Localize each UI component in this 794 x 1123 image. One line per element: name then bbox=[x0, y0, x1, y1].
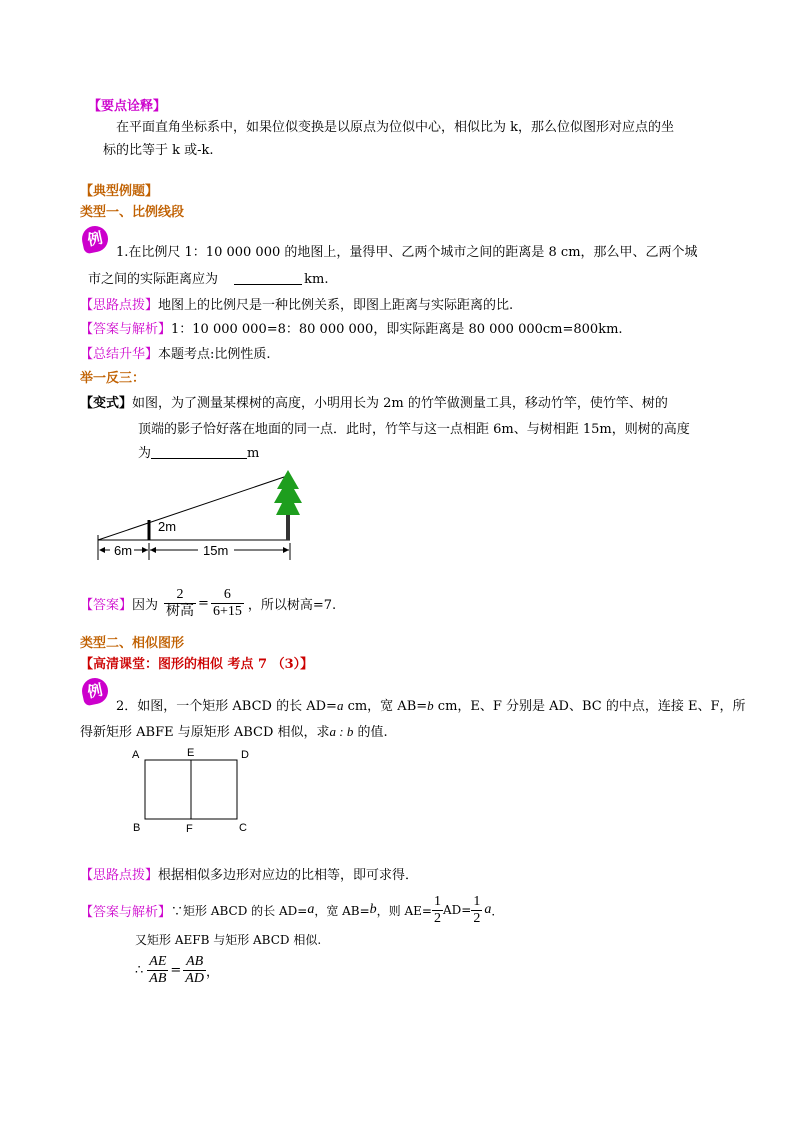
pole-label: 2m bbox=[158, 519, 177, 534]
type2-heading: 类型二、相似图形 bbox=[80, 636, 185, 651]
label-e: E bbox=[187, 747, 195, 759]
hint-2: 【思路点拨】根据相似多边形对应边的比相等，即可求得． bbox=[80, 868, 419, 883]
answer-blank[interactable] bbox=[234, 270, 302, 285]
seg1-label: 6m bbox=[114, 543, 133, 558]
fraction-one-half: $\frac{1}{2}$ bbox=[433, 893, 441, 926]
question-1-line-2: 市之间的实际距离应为 km. bbox=[88, 272, 329, 287]
rectangle-figure bbox=[128, 744, 258, 836]
label-d: D bbox=[241, 749, 249, 761]
key-points-line-2: 标的比等于 k 或-k. bbox=[103, 143, 214, 158]
label-a: A bbox=[132, 749, 140, 761]
tree-pole-figure bbox=[90, 465, 305, 565]
answer-2-line-2: 又矩形 AEFB 与矩形 ABCD 相似. bbox=[135, 933, 322, 947]
sight-line bbox=[98, 475, 290, 540]
variant-line-1: 【变式】如图，为了测量某棵树的高度，小明用长为 2m 的竹竿做测量工具，移动竹竿，使竹竿、树的 bbox=[80, 396, 668, 411]
answer-2-line-1: 【答案与解析】 ∵矩形 ABCD 的长 AD= a ，宽 AB= b ，则 AE= $\frac{1}{2}$ AD= $\frac{1}{2}$ a ． bbox=[80, 893, 504, 926]
type1-heading: 类型一、比例线段 bbox=[80, 205, 185, 220]
fraction-6-over-21: $\frac{6}{6+15}$ bbox=[212, 586, 242, 619]
example-badge-2: 例 bbox=[80, 676, 111, 707]
question-2-line-2: 得新矩形 ABFE 与原矩形 ABCD 相似，求a : b 的值. bbox=[80, 724, 388, 740]
answer-1: 【答案与解析】1：10 000 000=8：80 000 000，即实际距离是 80 000 000cm=800km. bbox=[80, 322, 623, 337]
height-blank[interactable] bbox=[151, 444, 247, 459]
hint-1: 【思路点拨】地图上的比例尺是一种比例关系，即图上距离与实际距离的比. bbox=[80, 298, 514, 313]
fraction-2-over-tree: $\frac{2}{\text{树高}}$ bbox=[166, 586, 195, 619]
question-2-line-1: 2．如图，一个矩形 ABCD 的长 AD=a cm，宽 AB=b cm，E、F 分别是 AD、BC 的中点，连接 E、F，所 bbox=[116, 698, 746, 714]
fraction-ab-ad: $\frac{AB}{AD}$ bbox=[185, 953, 204, 986]
variant-line-2: 顶端的影子恰好落在地面的同一点．此时，竹竿与这一点相距 6m、与树相距 15m，则树的高度 bbox=[138, 422, 690, 437]
examples-heading: 【典型例题】 bbox=[80, 184, 159, 199]
tree-icon bbox=[274, 470, 302, 540]
variant-answer: 【答案】 因为 $\frac{2}{\text{树高}}$ = $\frac{6}{6+15}$ ，所以树高=7. bbox=[80, 586, 337, 619]
summary-1: 【总结升华】本题考点:比例性质. bbox=[80, 347, 271, 362]
course-heading: 【高清课堂：图形的相似 考点 7 （3）】 bbox=[80, 657, 314, 672]
label-b: B bbox=[133, 822, 141, 834]
answer-2-ratio: ∴ $\frac{AE}{AB}$ = $\frac{AB}{AD}$ ， bbox=[135, 953, 219, 986]
key-points-line-1: 在平面直角坐标系中，如果位似变换是以原点为位似中心，相似比为 k，那么位似图形对应点的坐 bbox=[116, 120, 675, 135]
fraction-ae-ab: $\frac{AE}{AB}$ bbox=[149, 953, 167, 986]
practice-heading: 举一反三： bbox=[80, 371, 146, 386]
example-badge-1: 例 bbox=[80, 224, 111, 255]
variant-line-3: 为 m bbox=[138, 446, 260, 461]
seg2-label: 15m bbox=[203, 543, 229, 558]
question-1-line-1: 1.在比例尺 1：10 000 000 的地图上，量得甲、乙两个城市之间的距离是 8 cm，那么甲、乙两个城 bbox=[116, 245, 698, 260]
label-c: C bbox=[239, 822, 247, 834]
label-f: F bbox=[186, 823, 193, 835]
key-points-heading: 【要点诠释】 bbox=[88, 99, 167, 114]
fraction-one-half-2: $\frac{1}{2}$ bbox=[473, 893, 481, 926]
